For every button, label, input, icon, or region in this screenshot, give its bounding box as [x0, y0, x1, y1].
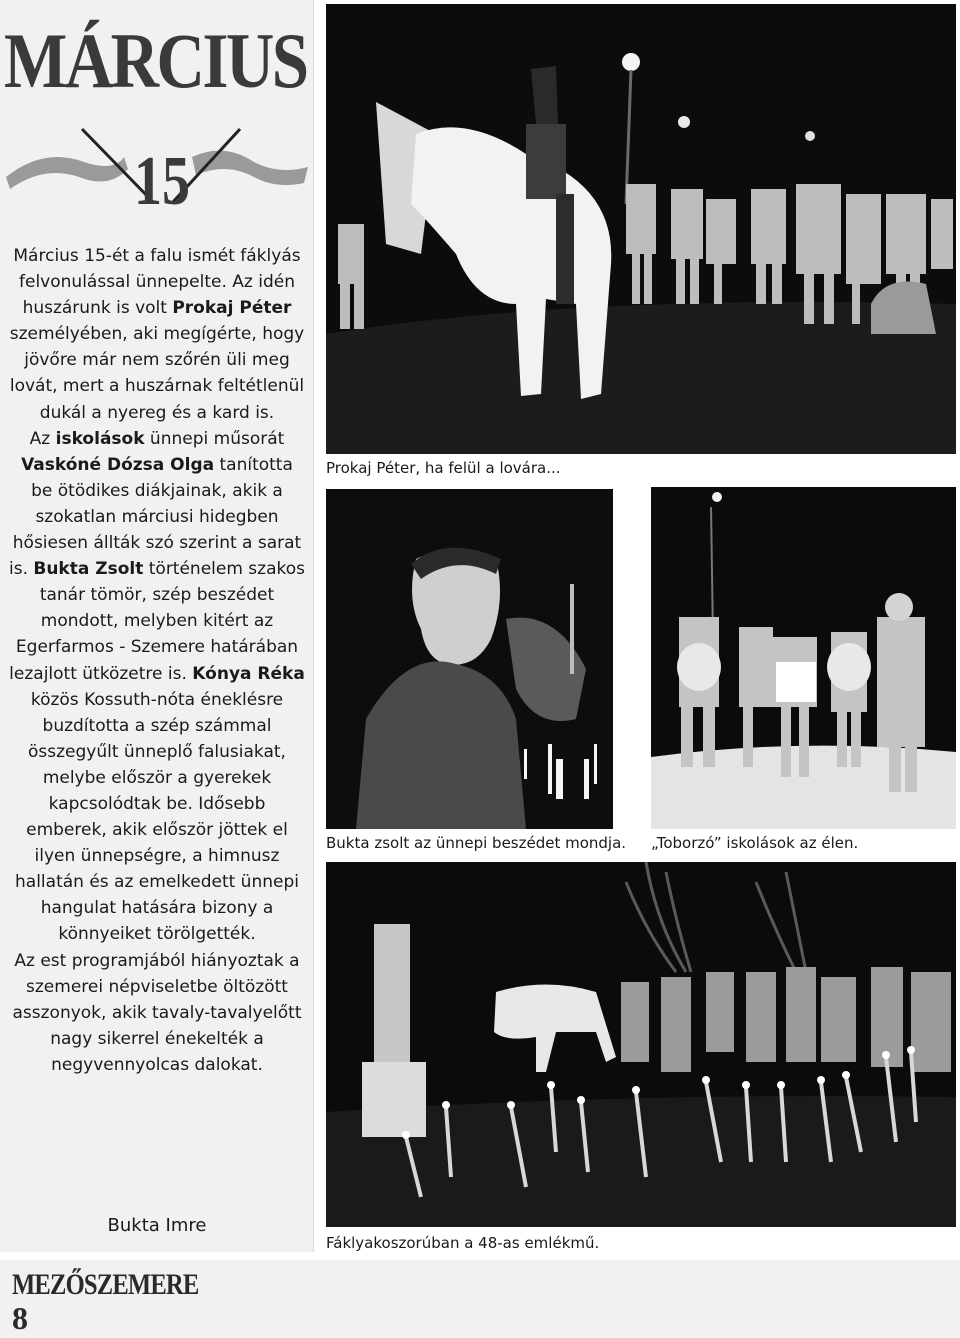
article-name: Bukta Zsolt — [33, 559, 144, 580]
article-text: történelem szakos tanár tömör, szép beszédet mondott, melyben kitért az Egerfarmos - Szemere határában lezajlott ütközetre is. — [9, 559, 306, 684]
masthead — [4, 17, 310, 220]
masthead-day: 15 — [134, 143, 190, 220]
article-text: Az est programjából hiányoztak a szemerei népviseletbe öltözött asszonyok, akik tavaly-tavalyelőtt nagy sikerrel énekelték a negyvennyolcas dalokat. — [12, 950, 302, 1075]
photo-drummers — [651, 487, 956, 829]
article-name: Vaskóné Dózsa Olga — [21, 454, 215, 475]
photo-hussar-on-horse — [326, 4, 956, 454]
article-name: Kónya Réka — [192, 663, 305, 684]
caption-drummers-photo: „Toborzó” iskolások az élen. — [651, 834, 859, 852]
article-text: személyében, aki megígérte, hogy jövőre már nem szőrén üli meg lovát, mert a huszárnak feltétlenül dukál a nyereg és a kard is. — [9, 324, 305, 423]
article-text: közös Kossuth-nóta éneklésre buzdította a szép számmal összegyűlt ünneplő falusiakat, melybe először a gyerekek kapcsolódtak be. Idősebb emberek, akik először jöttek el ilyen ünnepségre, a himnusz hallatán és az emelkedett ünnepi hangulat hatására bizony a könnyeiket törölgették. — [15, 689, 299, 945]
caption-top-photo: Prokaj Péter, ha felül a lovára... — [326, 459, 561, 477]
article-text: Az — [29, 428, 56, 449]
article-text: ünnepi műsorát — [144, 428, 285, 449]
page-number: 8 — [12, 1300, 28, 1336]
article-bold: iskolások — [55, 428, 145, 449]
article-text: tanította be ötödikes diákjainak, akik a szokatlan márciusi hidegben hősiesen állták szó szerint a sarat is. — [8, 454, 302, 580]
masthead-month: MÁRCIUS — [4, 17, 307, 104]
article-body — [8, 243, 306, 1078]
article-name: Prokaj Péter — [172, 298, 292, 319]
article-column — [0, 0, 314, 1252]
caption-speaker-photo: Bukta zsolt az ünnepi beszédet mondja. — [326, 834, 627, 852]
caption-memorial-photo: Fáklyakoszorúban a 48-as emlékmű. — [326, 1234, 600, 1252]
article-author: Bukta Imre — [107, 1215, 207, 1236]
publication-title: MEZŐSZEMERE — [12, 1268, 199, 1301]
photo-speaker — [326, 489, 613, 829]
page-footer — [0, 1260, 960, 1338]
photo-memorial-torches — [326, 862, 956, 1227]
article-text: Március 15-ét a falu ismét fáklyás felvonulással ünnepelte. Az idén huszárunk is volt — [13, 246, 301, 319]
